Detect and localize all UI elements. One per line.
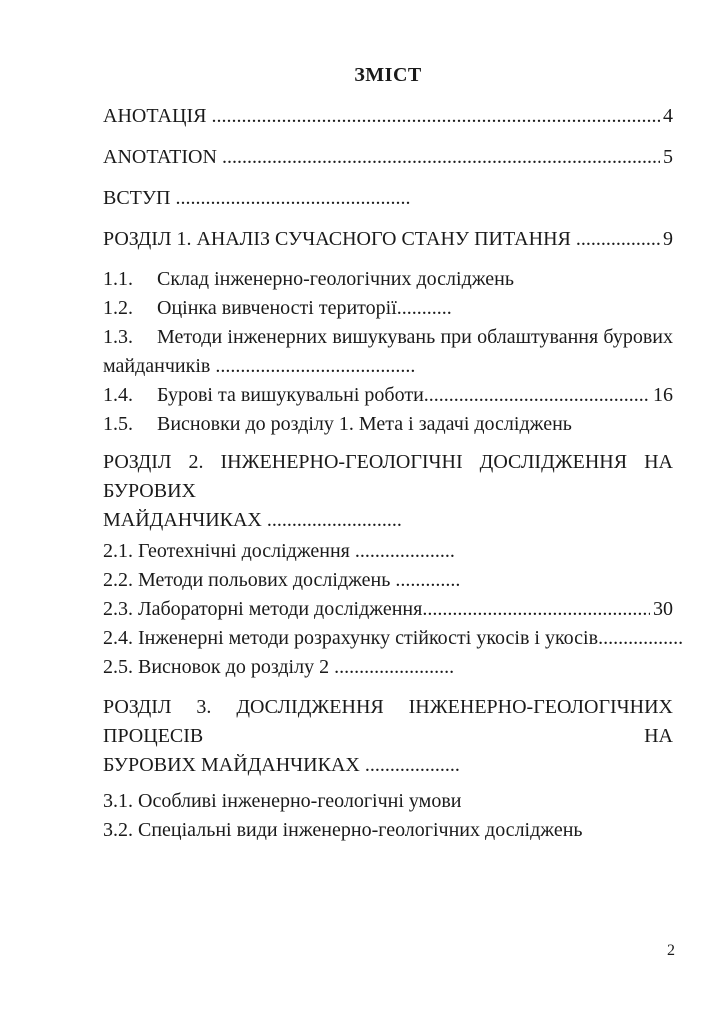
toc-entry-number: 2.3. bbox=[103, 598, 133, 620]
toc-entry-label: майданчиків bbox=[103, 355, 211, 377]
dot-leader bbox=[222, 143, 660, 172]
toc-entry-page: 5 bbox=[663, 146, 673, 168]
toc-entry-page: 4 bbox=[663, 105, 673, 127]
dot-leader: ................. bbox=[598, 627, 684, 649]
toc-entry-label: МАЙДАНЧИКАХ bbox=[103, 509, 262, 531]
toc-entry-label: АНОТАЦІЯ bbox=[103, 105, 207, 127]
toc-entry-chapter-3: РОЗДІЛ 3. ДОСЛІДЖЕННЯ ІНЖЕНЕРНО-ГЕОЛОГІЧНИХ ПРОЦЕСІВ НА bbox=[103, 696, 673, 747]
toc-entry-intro bbox=[103, 184, 673, 213]
toc-entry-label: Методи польових досліджень bbox=[138, 569, 391, 591]
toc-entry-number: 2.2. bbox=[103, 569, 133, 591]
toc-entry-number: 1.3. bbox=[103, 326, 133, 348]
toc-entry-page: 30 bbox=[653, 598, 673, 620]
toc-entry-1-2 bbox=[103, 294, 673, 323]
toc-entry-chapter-2-continued bbox=[103, 506, 673, 535]
dot-leader: ........... bbox=[396, 297, 452, 319]
toc-entry-label: РОЗДІЛ 1. АНАЛІЗ СУЧАСНОГО СТАНУ ПИТАННЯ bbox=[103, 228, 571, 250]
dot-leader bbox=[576, 225, 660, 254]
toc-entry-label: Методи інженерних вишукувань при облаштування бурових bbox=[157, 326, 673, 348]
toc-entry-label: Висновок до розділу 2 bbox=[138, 656, 330, 678]
toc-entry-2-1 bbox=[103, 537, 673, 566]
toc-entry-label: БУРОВИХ МАЙДАНЧИКАХ bbox=[103, 754, 360, 776]
toc-entry-chapter-2: РОЗДІЛ 2. ІНЖЕНЕРНО-ГЕОЛОГІЧНІ ДОСЛІДЖЕННЯ НА БУРОВИХ bbox=[103, 451, 673, 502]
dot-leader: ........................................ bbox=[210, 355, 416, 377]
toc-entry-number: 2.4. bbox=[103, 627, 133, 649]
toc-entry-3-1 bbox=[103, 787, 673, 816]
toc-entry-label: Склад інженерно-геологічних досліджень bbox=[157, 268, 515, 290]
toc-entry-number: 1.1. bbox=[103, 268, 133, 290]
toc-entry-label: Лабораторні методи дослідження bbox=[138, 598, 423, 620]
toc-entry-page: 16 bbox=[653, 384, 673, 406]
toc-entry-label: Спеціальні види інженерно-геологічних досліджень bbox=[138, 819, 583, 841]
toc-entry-2-5 bbox=[103, 653, 673, 682]
toc-entry-1-3 bbox=[103, 323, 673, 352]
dot-leader: ........................... bbox=[261, 509, 402, 531]
toc-entry-abstract-ua bbox=[103, 102, 673, 131]
toc-entry-label: Висновки до розділу 1. Мета і задачі досліджень bbox=[157, 413, 572, 435]
toc-entry-label: ВСТУП bbox=[103, 187, 171, 209]
toc-entry-label: Інженерні методи розрахунку стійкості укосів і укосів bbox=[138, 627, 599, 649]
toc-entry-3-2 bbox=[103, 816, 673, 845]
toc-entry-1-4 bbox=[103, 381, 673, 410]
toc-entry-2-2 bbox=[103, 566, 673, 595]
page-title: ЗМІСТ bbox=[354, 64, 422, 86]
toc-entry-2-3 bbox=[103, 595, 673, 624]
toc-entry-number: 2.5. bbox=[103, 656, 133, 678]
toc-entry-label: Оцінка вивченості території bbox=[157, 297, 397, 319]
dot-leader bbox=[424, 381, 650, 410]
toc-entry-abstract-en bbox=[103, 143, 673, 172]
dot-leader: ............. bbox=[390, 569, 461, 591]
toc-entry-1-3-continued bbox=[103, 352, 673, 381]
toc-entry-number: 1.4. bbox=[103, 384, 133, 406]
page-number: 2 bbox=[667, 942, 675, 959]
toc-entry-page: 9 bbox=[663, 228, 673, 250]
toc-entry-label: Особливі інженерно-геологічні умови bbox=[138, 790, 462, 812]
dot-leader: ........................ bbox=[329, 656, 455, 678]
toc-entry-2-4 bbox=[103, 624, 684, 653]
toc-entry-chapter-1 bbox=[103, 225, 673, 254]
toc-entry-label: ANOTATION bbox=[103, 146, 217, 168]
dot-leader bbox=[422, 595, 650, 624]
dot-leader: ............................................... bbox=[170, 187, 411, 209]
toc-entry-number: 1.5. bbox=[103, 413, 133, 435]
toc-entry-number: 3.1. bbox=[103, 790, 133, 812]
toc-entry-label: Бурові та вишукувальні роботи bbox=[157, 384, 424, 406]
toc-entry-number: 3.2. bbox=[103, 819, 133, 841]
toc bbox=[103, 0, 684, 845]
toc-entry-number: 2.1. bbox=[103, 540, 133, 562]
toc-entry-1-1 bbox=[103, 265, 673, 294]
toc-entry-1-5 bbox=[103, 410, 673, 439]
dot-leader: ................... bbox=[359, 754, 460, 776]
toc-entry-chapter-3-continued bbox=[103, 751, 673, 780]
toc-entry-label: Геотехнічні дослідження bbox=[138, 540, 350, 562]
toc-entry-number: 1.2. bbox=[103, 297, 133, 319]
dot-leader: .................... bbox=[349, 540, 455, 562]
dot-leader bbox=[211, 102, 660, 131]
